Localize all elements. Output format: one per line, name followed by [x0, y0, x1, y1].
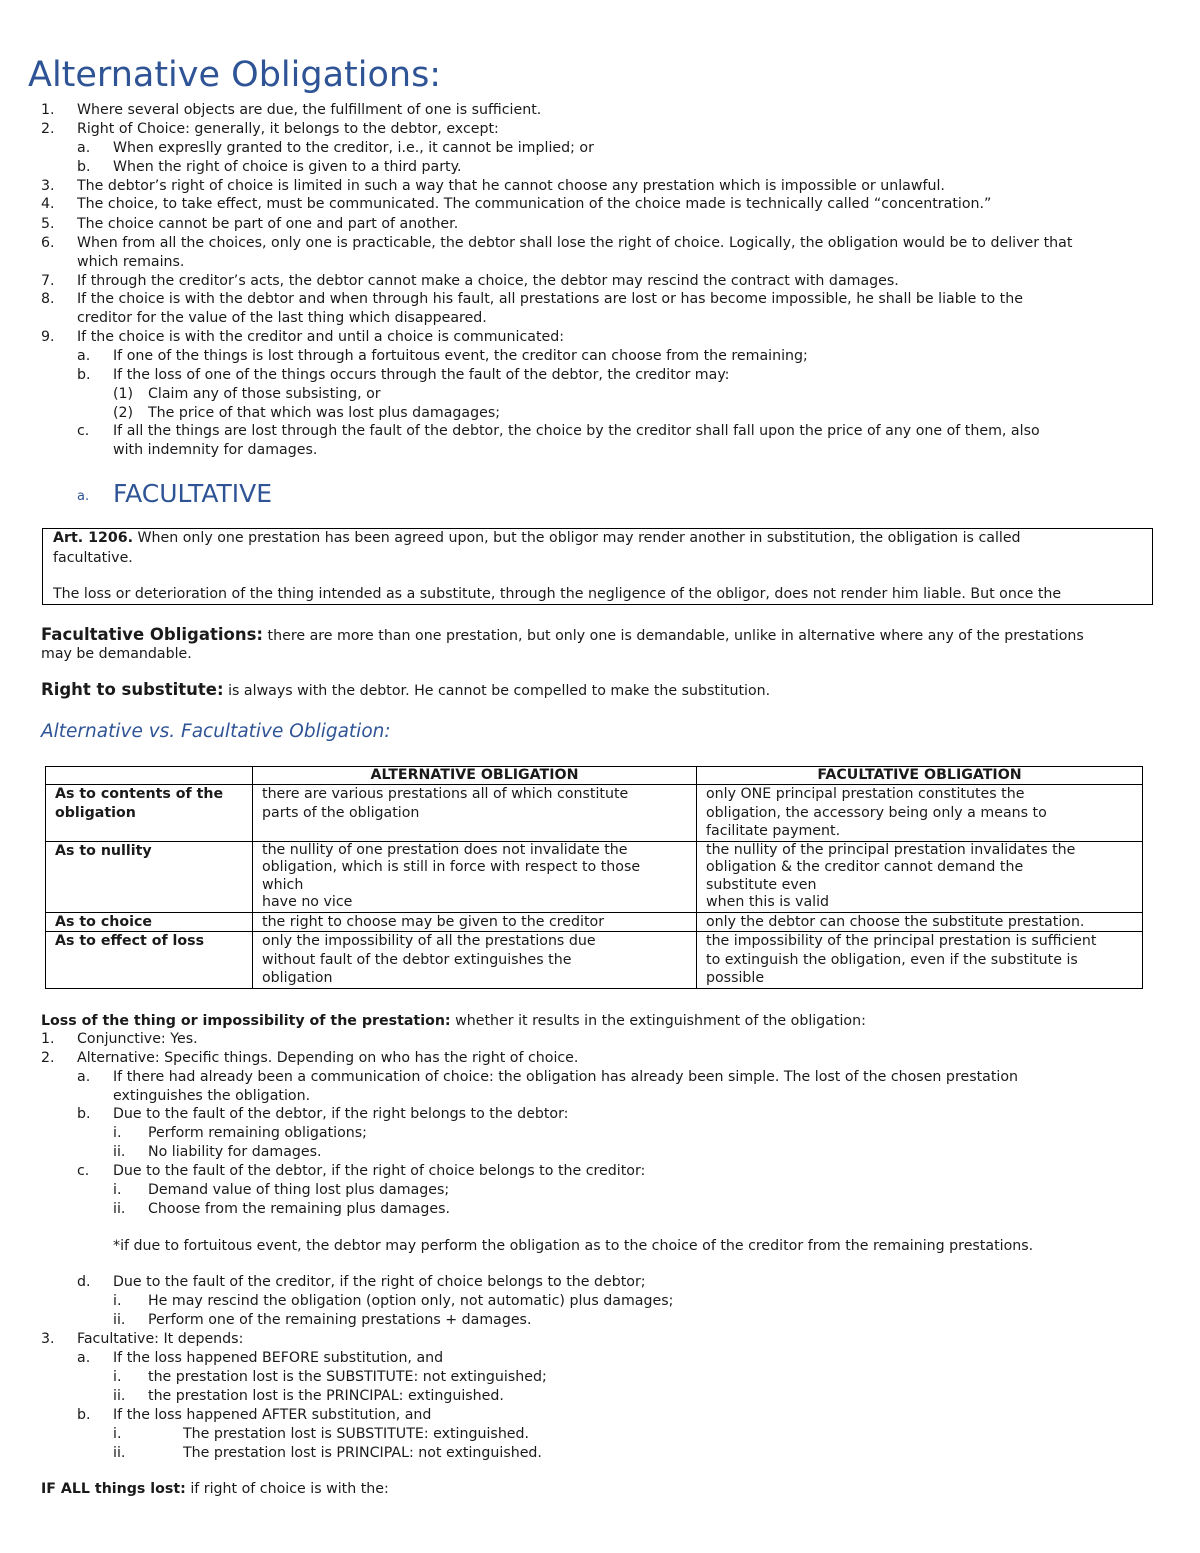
right-to-substitute-text: is always with the debtor. He cannot be compelled to make the substitution.: [223, 683, 771, 699]
sub-sub-list-marker: i.: [113, 1125, 122, 1141]
sub-sub-list-item: The prestation lost is PRINCIPAL: not extinguished.: [183, 1445, 542, 1461]
row-header-cell: [46, 785, 253, 842]
sub-sub-list-marker: i.: [113, 1293, 122, 1309]
table-header-cell: [46, 767, 253, 785]
cell-line: only ONE principal prestation constitutes the: [706, 786, 1025, 802]
all-lost-text: if right of choice is with the:: [185, 1481, 389, 1497]
table-row: [46, 841, 1143, 912]
cell-line: only the impossibility of all the prestations due: [262, 933, 596, 949]
table-cell: [253, 841, 697, 912]
sub-list-marker: b.: [77, 1106, 91, 1122]
right-to-substitute: [41, 680, 770, 701]
right-to-substitute-label: Right to substitute:: [41, 680, 224, 699]
list-item: Alternative: Specific things. Depending on who has the right of choice.: [77, 1050, 579, 1066]
sub-list-item: Due to the fault of the debtor, if the right of choice belongs to the creditor:: [113, 1163, 646, 1179]
list-item: Right of Choice: generally, it belongs to the debtor, except:: [77, 121, 499, 137]
row-header-cell: [46, 912, 253, 932]
article-label: Art. 1206.: [53, 530, 133, 546]
sub-sub-list-item: Perform one of the remaining prestations + damages.: [148, 1312, 532, 1328]
table-header-row: [46, 767, 1143, 785]
sub-sub-list-marker: i.: [113, 1426, 122, 1442]
sub-sub-list-marker: ii.: [113, 1445, 126, 1461]
cell-line: parts of the obligation: [262, 804, 420, 821]
list-number: 7.: [41, 273, 55, 289]
table-cell: [697, 785, 1143, 842]
all-lost-label: IF ALL things lost:: [41, 1481, 186, 1497]
sub-sub-list-item: the prestation lost is the SUBSTITUTE: not extinguished;: [148, 1369, 547, 1385]
list-item: The choice, to take effect, must be communicated. The communication of the choice made is technically called “concentration.”: [77, 196, 992, 212]
sub-list-item: If there had already been a communication of choice: the obligation has already been simple. The lost of the chosen prestation: [113, 1069, 1019, 1085]
sub-sub-list-marker: ii.: [113, 1312, 126, 1328]
article-line: [53, 529, 1021, 547]
sub-list-marker: d.: [77, 1274, 91, 1290]
cell-line: obligation, which is still in force with respect to those: [262, 859, 641, 875]
table-cell: [253, 785, 697, 842]
list-item: Where several objects are due, the fulfillment of one is sufficient.: [77, 102, 542, 118]
sub-list-marker: b.: [77, 367, 91, 383]
table-header-cell: FACULTATIVE OBLIGATION: [697, 767, 1143, 785]
sub-sub-list-item: The price of that which was lost plus damagages;: [148, 405, 501, 421]
sub-list-item: If one of the things is lost through a fortuitous event, the creditor can choose from the remaining;: [113, 348, 808, 364]
table-row: [46, 932, 1143, 989]
table-cell: [697, 932, 1143, 989]
table-cell: [697, 841, 1143, 912]
sub-list-marker: b.: [77, 1407, 91, 1423]
cell-line: to extinguish the obligation, even if the substitute is: [706, 951, 1078, 968]
sub-list-marker: a.: [77, 140, 91, 156]
sub-sub-list-item: No liability for damages.: [148, 1144, 322, 1160]
list-number: 8.: [41, 291, 55, 307]
loss-heading-label: Loss of the thing or impossibility of the prestation:: [41, 1013, 451, 1029]
list-number: 1.: [41, 102, 55, 118]
list-item-continuation: which remains.: [77, 254, 185, 270]
table-cell: [253, 932, 697, 989]
sub-sub-list-item: He may rescind the obligation (option only, not automatic) plus damages;: [148, 1293, 674, 1309]
sub-sub-list-marker: ii.: [113, 1201, 126, 1217]
sub-list-item-continuation: extinguishes the obligation.: [113, 1088, 311, 1104]
comparison-title: Alternative vs. Facultative Obligation:: [41, 721, 391, 742]
table-cell: [253, 912, 697, 932]
sub-sub-list-item: the prestation lost is the PRINCIPAL: extinguished.: [148, 1388, 504, 1404]
article-text: When only one prestation has been agreed upon, but the obligor may render another in substitution, the obligation is called: [132, 530, 1021, 546]
section-marker: a.: [77, 489, 90, 504]
cell-line: only the debtor can choose the substitute prestation.: [706, 913, 1085, 930]
cell-line: the impossibility of the principal prestation is sufficient: [706, 933, 1097, 949]
list-item: The choice cannot be part of one and part of another.: [77, 216, 459, 232]
sub-sub-list-item: Demand value of thing lost plus damages;: [148, 1182, 450, 1198]
sub-list-marker: c.: [77, 423, 90, 439]
list-number: 5.: [41, 216, 55, 232]
table-row: [46, 912, 1143, 932]
sub-list-marker: a.: [77, 1350, 91, 1366]
list-number: 4.: [41, 196, 55, 212]
row-header-cell: [46, 841, 253, 912]
sub-list-item: If the loss happened BEFORE substitution, and: [113, 1350, 444, 1366]
list-item: If the choice is with the debtor and when through his fault, all prestations are lost or has become impossible, he shall be liable to the: [77, 291, 1023, 307]
cell-line: obligation: [262, 970, 333, 986]
sub-list-item: If all the things are lost through the fault of the debtor, the choice by the creditor shall fall upon the price of any one of them, also: [113, 423, 1040, 439]
cell-line: As to contents of the: [55, 786, 224, 802]
list-number: 9.: [41, 329, 55, 345]
sub-sub-list-marker: i.: [113, 1182, 122, 1198]
article-line: The loss or deterioration of the thing intended as a substitute, through the negligence of the obligor, does not render him liable. But once the: [53, 586, 1062, 602]
sub-list-item: If the loss happened AFTER substitution, and: [113, 1407, 432, 1423]
page-title: Alternative Obligations:: [28, 55, 442, 95]
row-header-cell: [46, 932, 253, 989]
loss-heading: [41, 1012, 866, 1030]
facultative-definition-text: there are more than one prestation, but only one is demandable, unlike in alternative where any of the prestations: [263, 628, 1084, 644]
cell-line: substitute even: [706, 876, 817, 893]
sub-list-marker: c.: [77, 1163, 90, 1179]
sub-list-item-continuation: with indemnity for damages.: [113, 442, 318, 458]
sub-sub-list-item: Claim any of those subsisting, or: [148, 386, 381, 402]
list-item: The debtor’s right of choice is limited in such a way that he cannot choose any prestation which is impossible or unlawful.: [77, 178, 945, 194]
cell-line: have no vice: [262, 894, 353, 910]
sub-list-marker: a.: [77, 348, 91, 364]
cell-line: facilitate payment.: [706, 823, 841, 839]
all-lost-heading: [41, 1480, 389, 1498]
sub-sub-list-marker: i.: [113, 1369, 122, 1385]
list-item: Conjunctive: Yes.: [77, 1031, 198, 1047]
table-header-cell: ALTERNATIVE OBLIGATION: [253, 767, 697, 785]
list-item: If through the creditor’s acts, the debtor cannot make a choice, the debtor may rescind the contract with damages.: [77, 273, 899, 289]
list-number: 3.: [41, 178, 55, 194]
list-item: If the choice is with the creditor and until a choice is communicated:: [77, 329, 565, 345]
list-number: 1.: [41, 1031, 55, 1047]
sub-list-item: When expreslly granted to the creditor, i.e., it cannot be implied; or: [113, 140, 594, 156]
article-line: facultative.: [53, 550, 133, 566]
table-cell: [697, 912, 1143, 932]
cell-line: when this is valid: [706, 894, 830, 910]
cell-line: obligation, the accessory being only a means to: [706, 804, 1047, 821]
list-number: 6.: [41, 235, 55, 251]
cell-line: As to effect of loss: [55, 933, 205, 949]
sub-sub-list-marker: ii.: [113, 1388, 126, 1404]
facultative-definition-label: Facultative Obligations:: [41, 625, 264, 644]
sub-list-marker: a.: [77, 1069, 91, 1085]
cell-line: the right to choose may be given to the creditor: [262, 913, 605, 930]
sub-list-item: Due to the fault of the creditor, if the right of choice belongs to the debtor;: [113, 1274, 646, 1290]
list-item-continuation: creditor for the value of the last thing which disappeared.: [77, 310, 487, 326]
sub-sub-list-marker: ii.: [113, 1144, 126, 1160]
cell-line: possible: [706, 970, 765, 986]
facultative-definition: [41, 625, 1084, 646]
sub-sub-list-marker: (1): [113, 386, 134, 402]
sub-sub-list-item: The prestation lost is SUBSTITUTE: extinguished.: [183, 1426, 530, 1442]
sub-list-item: If the loss of one of the things occurs through the fault of the debtor, the creditor may:: [113, 367, 730, 383]
fortuitous-note: *if due to fortuitous event, the debtor may perform the obligation as to the choice of the creditor from the remaining prestations.: [113, 1238, 1034, 1254]
cell-line: without fault of the debtor extinguishes the: [262, 951, 572, 968]
facultative-definition-continuation: may be demandable.: [41, 646, 192, 662]
comparison-table: [45, 766, 1143, 989]
list-item: Facultative: It depends:: [77, 1331, 244, 1347]
loss-heading-text: whether it results in the extinguishment of the obligation:: [450, 1013, 866, 1029]
list-number: 2.: [41, 121, 55, 137]
sub-sub-list-marker: (2): [113, 405, 134, 421]
sub-list-item: When the right of choice is given to a third party.: [113, 159, 462, 175]
sub-sub-list-item: Choose from the remaining plus damages.: [148, 1201, 451, 1217]
cell-line: which: [262, 876, 304, 893]
cell-line: obligation: [55, 804, 136, 821]
cell-line: the nullity of one prestation does not invalidate the: [262, 841, 628, 858]
list-item: When from all the choices, only one is practicable, the debtor shall lose the right of choice. Logically, the obligation would be to deliver that: [77, 235, 1073, 251]
sub-list-item: Due to the fault of the debtor, if the right belongs to the debtor:: [113, 1106, 569, 1122]
table-row: [46, 785, 1143, 842]
cell-line: there are various prestations all of which constitute: [262, 786, 629, 802]
list-number: 3.: [41, 1331, 55, 1347]
cell-line: the nullity of the principal prestation invalidates the: [706, 841, 1076, 858]
cell-line: As to choice: [55, 913, 152, 930]
sub-list-marker: b.: [77, 159, 91, 175]
sub-sub-list-item: Perform remaining obligations;: [148, 1125, 367, 1141]
article-box: [42, 528, 1153, 605]
list-number: 2.: [41, 1050, 55, 1066]
cell-line: obligation & the creditor cannot demand the: [706, 859, 1024, 875]
section-heading-facultative: FACULTATIVE: [113, 479, 273, 508]
cell-line: As to nullity: [55, 842, 152, 859]
